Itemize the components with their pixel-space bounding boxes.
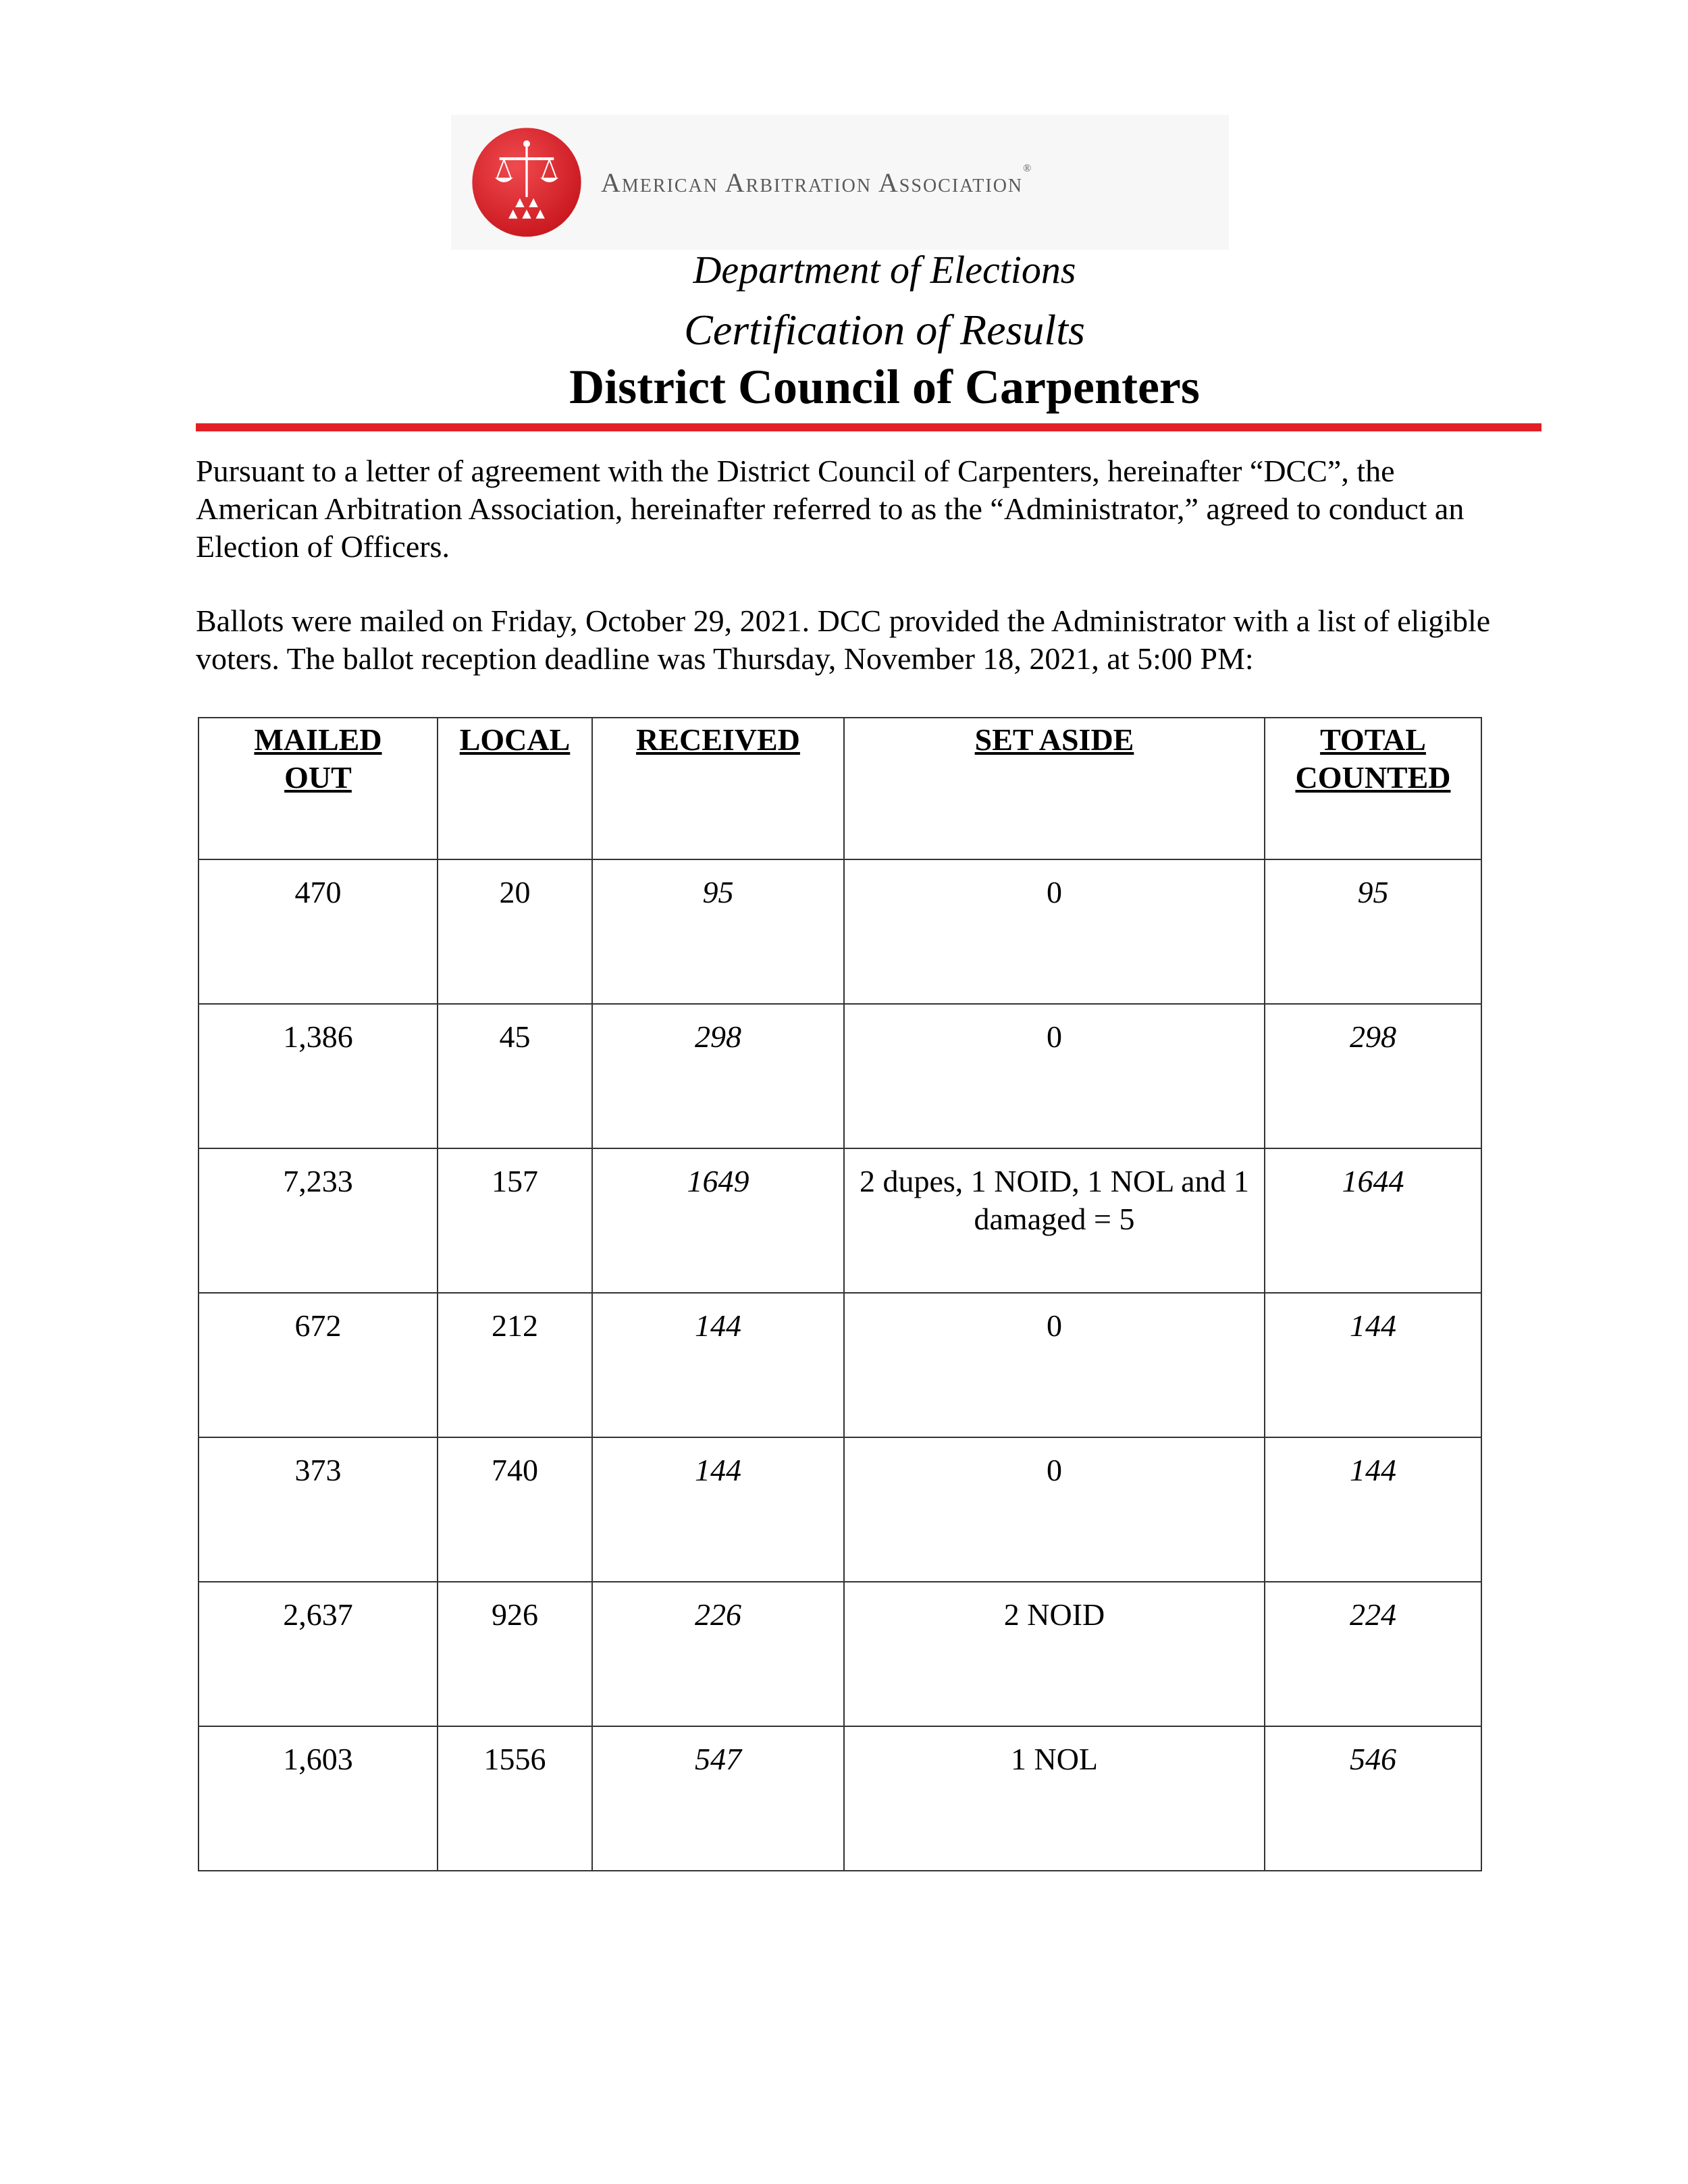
logo-name: American Arbitration Association [601,167,1024,198]
results-table [198,717,1482,1871]
table-row [199,1004,1481,1148]
cell-received: 226 [592,1582,844,1726]
cell-local: 740 [438,1437,592,1582]
intro-paragraph: Pursuant to a letter of agreement with the District Council of Carpenters, hereinafter “DCC”, the American Arbitration Association, hereinafter referred to as the “Administrator,” agreed to conduct an Election of Officers. [196,454,1465,564]
registered-mark: ® [1023,162,1033,174]
cell-local: 926 [438,1582,592,1726]
table-header-row [199,718,1481,859]
cell-mailed-out: 1,603 [199,1726,438,1871]
cell-total-counted: 95 [1265,859,1481,1004]
table-row [199,1293,1481,1437]
table-row [199,1582,1481,1726]
cell-set-aside: 2 NOID [844,1582,1265,1726]
cell-local: 157 [438,1148,592,1293]
cell-set-aside: 0 [844,1293,1265,1437]
cell-set-aside: 1 NOL [844,1726,1265,1871]
cell-local: 212 [438,1293,592,1437]
cell-mailed-out: 470 [199,859,438,1004]
cell-total-counted: 298 [1265,1004,1481,1148]
header-mailed-out: MAILED OUT [199,718,438,859]
table-row [199,1726,1481,1871]
cell-received: 144 [592,1437,844,1582]
cell-set-aside: 0 [844,1004,1265,1148]
header-local: LOCAL [438,718,592,859]
cell-set-aside: 2 dupes, 1 NOID, 1 NOL and 1 damaged = 5 [844,1148,1265,1293]
cell-total-counted: 224 [1265,1582,1481,1726]
cell-mailed-out: 7,233 [199,1148,438,1293]
aaa-logo [451,115,1229,250]
certification-title: Certification of Results [684,306,1085,354]
header-total-counted: TOTAL COUNTED [1265,718,1481,859]
cell-total-counted: 1644 [1265,1148,1481,1293]
header-set-aside: SET ASIDE [844,718,1265,859]
cell-received: 144 [592,1293,844,1437]
header-divider [196,423,1541,431]
organization-title: District Council of Carpenters [569,360,1200,414]
cell-received: 95 [592,859,844,1004]
table-row [199,859,1481,1004]
cell-total-counted: 144 [1265,1437,1481,1582]
scales-of-justice-icon [470,126,583,239]
cell-received: 298 [592,1004,844,1148]
cell-mailed-out: 373 [199,1437,438,1582]
cell-total-counted: 144 [1265,1293,1481,1437]
table-row [199,1148,1481,1293]
cell-local: 20 [438,859,592,1004]
table-row [199,1437,1481,1582]
cell-local: 45 [438,1004,592,1148]
cell-mailed-out: 1,386 [199,1004,438,1148]
cell-local: 1556 [438,1726,592,1871]
cell-mailed-out: 2,637 [199,1582,438,1726]
cell-received: 547 [592,1726,844,1871]
ballot-paragraph: Ballots were mailed on Friday, October 29, 2021. DCC provided the Administrator with a list of eligible voters. The ballot reception deadline was Thursday, November 18, 2021, at 5:00 PM: [196,604,1491,676]
cell-set-aside: 0 [844,1437,1265,1582]
cell-received: 1649 [592,1148,844,1293]
cell-set-aside: 0 [844,859,1265,1004]
header-received: RECEIVED [592,718,844,859]
cell-mailed-out: 672 [199,1293,438,1437]
cell-total-counted: 546 [1265,1726,1481,1871]
logo-wordmark [601,162,1033,198]
department-title: Department of Elections [693,248,1076,292]
